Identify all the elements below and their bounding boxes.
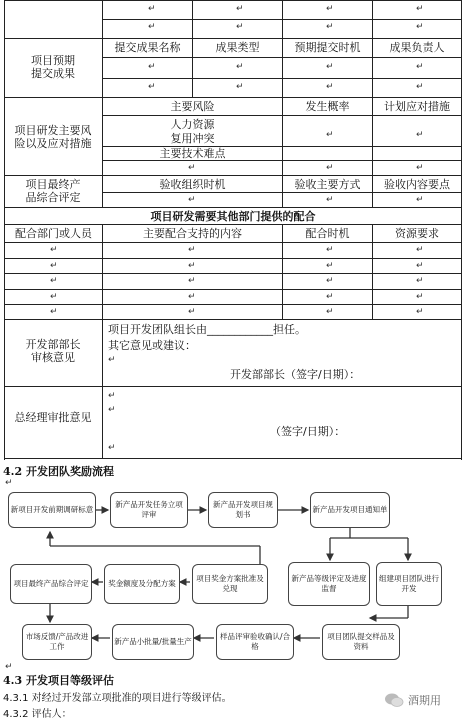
- para-mark: ↵: [236, 62, 244, 72]
- risk-item: 复用冲突: [170, 132, 215, 145]
- para-mark: ↵: [50, 245, 58, 255]
- para-mark: ↵: [416, 261, 424, 271]
- para-mark: ↵: [326, 307, 334, 317]
- paragraph-4-3-2: 4.3.2 评估人：: [3, 709, 72, 720]
- col-header-submit-time: 预期提交时机: [294, 41, 361, 54]
- flow-step: 新产品开发项目通知单: [310, 492, 390, 528]
- flow-step: 新产品小批量/批量生产: [112, 624, 194, 660]
- para-mark: ↵: [326, 245, 334, 255]
- col-header-countermeasure: 计划应对措施: [384, 100, 450, 113]
- para-mark: ↵: [188, 245, 196, 255]
- para-mark: ↵: [148, 4, 156, 14]
- para-mark: ↵: [108, 391, 116, 401]
- para-mark: ↵: [108, 355, 116, 365]
- flow-step: 新产品开发项目规划书: [208, 492, 278, 528]
- para-mark: ↵: [326, 276, 334, 286]
- other-comments-label: 其它意见或建议：: [108, 339, 196, 352]
- para-mark: ↵: [188, 195, 196, 205]
- para-mark: ↵: [5, 478, 13, 488]
- para-mark: ↵: [326, 62, 334, 72]
- para-mark: ↵: [416, 62, 424, 72]
- col-header-accept-content: 验收内容要点: [384, 178, 450, 191]
- para-mark: ↵: [236, 82, 244, 92]
- para-mark: ↵: [50, 292, 58, 302]
- col-header-result-name: 提交成果名称: [114, 41, 181, 54]
- paragraph-4-3-1: 4.3.1 对经过开发部立项批准的项目进行等级评估。: [3, 693, 232, 704]
- para-mark: ↵: [416, 130, 424, 140]
- flow-step: 项目奖金方案批准及兑现: [192, 564, 268, 604]
- para-mark: ↵: [188, 163, 196, 173]
- para-mark: ↵: [326, 4, 334, 14]
- para-mark: ↵: [148, 22, 156, 32]
- para-mark: ↵: [188, 292, 196, 302]
- para-mark: ↵: [416, 22, 424, 32]
- dept-head-signature: 开发部部长（签字/日期）：: [230, 368, 361, 381]
- para-mark: ↵: [416, 276, 424, 286]
- para-mark: ↵: [416, 307, 424, 317]
- col-header-coop-content: 主要配合支持的内容: [143, 227, 242, 240]
- para-mark: ↵: [148, 62, 156, 72]
- para-mark: ↵: [326, 195, 334, 205]
- para-mark: ↵: [416, 4, 424, 14]
- para-mark: ↵: [416, 195, 424, 205]
- para-mark: ↵: [148, 82, 156, 92]
- row-label-gm-review: 总经理审批意见: [14, 411, 92, 424]
- flow-step: 新项目开发前期调研标意: [8, 492, 96, 528]
- flow-step: 项目团队提交样品及资料: [322, 624, 400, 660]
- wechat-icon: [384, 692, 404, 708]
- para-mark: ↵: [416, 163, 424, 173]
- row-label-dept-review: 开发部部长 审核意见: [25, 338, 81, 364]
- gm-signature: （签字/日期）：: [270, 425, 346, 438]
- row-label-risk: 项目研发主要风 险以及应对措施: [14, 124, 92, 150]
- team-leader-line: 项目开发团队组长由____________担任。: [108, 323, 306, 336]
- para-mark: ↵: [326, 130, 334, 140]
- col-header-coop-resource: 资源要求: [395, 227, 439, 240]
- para-mark: ↵: [326, 292, 334, 302]
- wechat-watermark: [384, 692, 441, 708]
- para-mark: ↵: [416, 245, 424, 255]
- flow-step: 市场反馈/产品改进工作: [22, 624, 92, 660]
- row-label-predicted-results: 项目预期 提交成果: [31, 54, 75, 80]
- col-header-probability: 发生概率: [305, 100, 350, 113]
- para-mark: ↵: [108, 405, 116, 415]
- flow-step: 新产品等级评定及进度监督: [288, 562, 370, 606]
- risk-item: 主要技术难点: [159, 147, 226, 160]
- flow-step: 样品评审验收确认/合格: [216, 624, 294, 660]
- col-header-main-risk: 主要风险: [170, 100, 215, 113]
- col-header-accept-timing: 验收组织时机: [159, 178, 226, 191]
- col-header-coop-timing: 配合时机: [305, 227, 350, 240]
- para-mark: ↵: [108, 443, 116, 453]
- section-4-3-heading: 4.3 开发项目等级评估: [3, 674, 114, 687]
- row-label-final-eval: 项目最终产 品综合评定: [25, 178, 81, 204]
- risk-item: 人力资源: [170, 118, 215, 131]
- col-header-accept-method: 验收主要方式: [294, 178, 361, 191]
- para-mark: ↵: [50, 307, 58, 317]
- para-mark: ↵: [326, 22, 334, 32]
- para-mark: ↵: [50, 276, 58, 286]
- para-mark: ↵: [50, 261, 58, 271]
- para-mark: ↵: [5, 662, 13, 672]
- watermark-text: 酒期用: [408, 694, 441, 707]
- para-mark: ↵: [326, 82, 334, 92]
- col-header-coop-dept: 配合部门或人员: [15, 227, 92, 240]
- flow-step: 项目最终产品综合评定: [10, 564, 92, 604]
- para-mark: ↵: [326, 261, 334, 271]
- para-mark: ↵: [188, 261, 196, 271]
- col-header-result-owner: 成果负责人: [389, 41, 445, 54]
- para-mark: ↵: [188, 307, 196, 317]
- para-mark: ↵: [416, 82, 424, 92]
- flow-step: 奖金额度及分配方案: [104, 564, 180, 604]
- para-mark: ↵: [236, 22, 244, 32]
- cooperation-title: 项目研发需要其他部门提供的配合: [150, 210, 316, 223]
- col-header-result-type: 成果类型: [215, 41, 260, 54]
- para-mark: ↵: [188, 276, 196, 286]
- flow-step: 组建项目团队进行开发: [376, 562, 442, 606]
- para-mark: ↵: [236, 4, 244, 14]
- para-mark: ↵: [326, 163, 334, 173]
- para-mark: ↵: [416, 292, 424, 302]
- section-4-2-heading: 4.2 开发团队奖励流程: [3, 465, 114, 478]
- flow-step: 新产品开发任务立项评审: [110, 492, 188, 528]
